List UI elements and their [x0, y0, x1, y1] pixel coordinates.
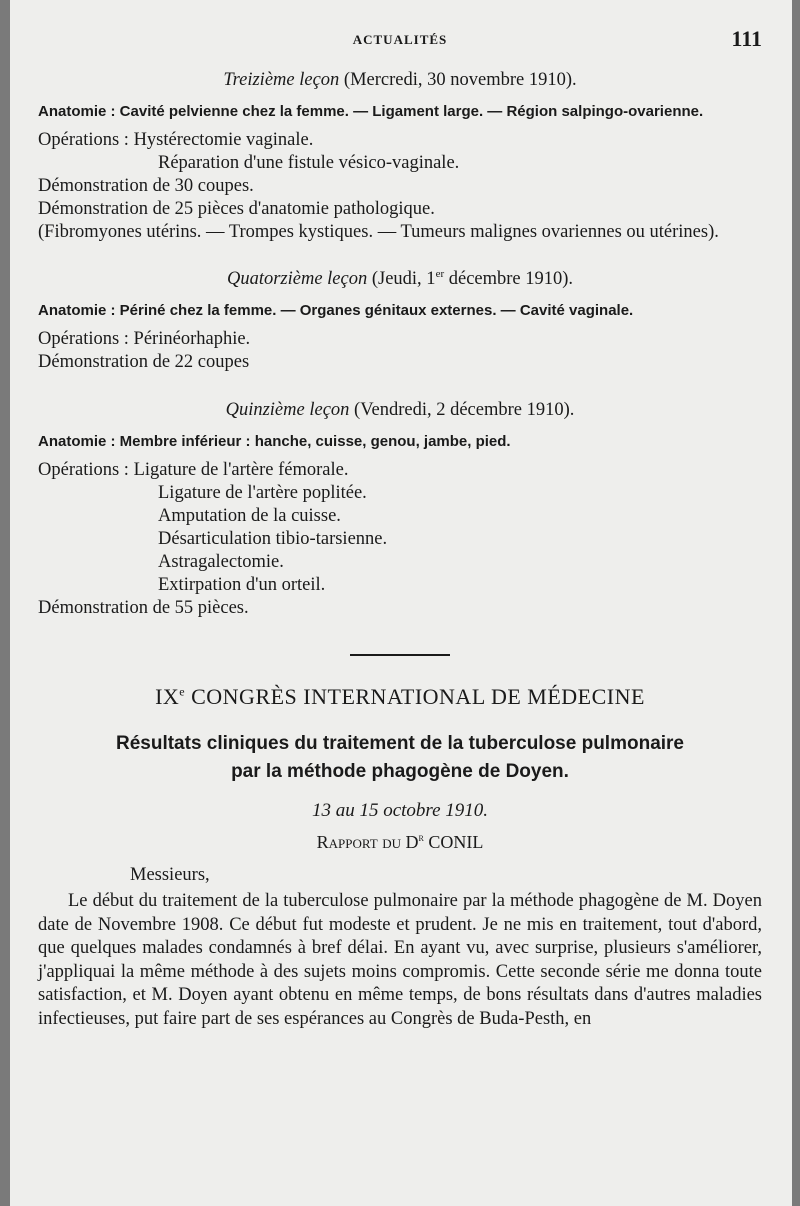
lecon-13-title — [38, 70, 762, 91]
lecon-15-operation-item: Ligature de l'artère poplitée. — [158, 483, 367, 504]
congres-dates: 13 au 15 octobre 1910. — [311, 800, 489, 822]
lecon-13-title-date: (Mercredi, 30 novembre 1910). — [339, 70, 577, 90]
lecon-15-operation-item: Extirpation d'un orteil. — [158, 575, 326, 596]
congres-numeral-sup: e — [179, 684, 186, 699]
rapport-author: CONIL — [423, 832, 484, 853]
lecon-14-title-italic: Quatorzième leçon — [226, 269, 368, 290]
lecon-14-title-sup: er — [435, 268, 445, 280]
lecon-14-title-date-post: décembre 1910). — [444, 269, 574, 290]
lecon-13-operation-item: Réparation d'une fistule vésico-vaginale. — [158, 153, 460, 173]
page-header — [38, 26, 762, 56]
lecon-15-operation-item: Désarticulation tibio-tarsienne. — [158, 529, 388, 550]
lecon-14-title-date-pre: (Jeudi, 1 — [367, 269, 436, 290]
congres-numeral: IX — [155, 684, 180, 710]
lecon-14-anatomie: Anatomie : Périné chez la femme. — Organes génitaux externes. — Cavité vaginale. — [38, 302, 634, 320]
article-title — [38, 730, 762, 786]
lecon-13-operation-item: Hystérectomie vaginale. — [133, 130, 314, 150]
lecon-15-anatomie: Anatomie : Membre inférieur : hanche, cuisse, genou, jambe, pied. — [38, 433, 511, 451]
running-head: ACTUALITÉS — [352, 32, 448, 47]
rapport-prefix: Rapport du D — [316, 832, 419, 853]
lecon-13-fibromyones: (Fibromyones utérins. — Trompes kystiques. — Tumeurs malignes ovariennes ou utérines). — [38, 222, 719, 242]
document-page — [10, 0, 792, 1206]
article-title-line: Résultats cliniques du traitement de la tuberculose pulmonaire — [115, 733, 684, 755]
lecon-13-operations — [38, 129, 762, 175]
body-paragraph: Le début du traitement de la tuberculose pulmonaire par la méthode phagogène de M. Doyen date de Novembre 1908. Ce début fut modeste et prudent. Je ne mis en traitement, tout d'abord, que quelques malades condamnés à bref délai. En ayant vu, avec surprise, plusieurs s'améliorer, j'appliquai la même méthode à des sujets moins compromis. Cette seconde série me donna toute satisfaction, et M. Doyen ayant obtenu en même temps, de bons résultats dans d'autres maladies infectieuses, put faire part de ses espérances au Congrès de Buda-Pesth, en — [38, 891, 762, 1029]
lecon-15-operations — [38, 459, 762, 597]
lecon-13-demo-pieces: Démonstration de 25 pièces d'anatomie pathologique. — [38, 199, 435, 219]
page-number: 111 — [731, 26, 762, 51]
lecon-15-operations-label: Opérations : — [38, 460, 134, 481]
rapport-byline — [38, 832, 762, 853]
lecon-15-operation-item: Ligature de l'artère fémorale. — [133, 460, 349, 481]
lecon-13-demo-coupes: Démonstration de 30 coupes. — [38, 176, 254, 196]
lecon-15-demo: Démonstration de 55 pièces. — [38, 598, 249, 619]
lecon-15-title — [38, 400, 762, 421]
congres-title — [38, 684, 762, 710]
rapport-sup: r — [418, 832, 424, 845]
lecon-15-title-date: (Vendredi, 2 décembre 1910). — [349, 400, 575, 421]
section-divider — [350, 654, 450, 656]
lecon-13-anatomie: Anatomie : Cavité pelvienne chez la femme. — Ligament large. — Région salpingo-ovarienne. — [38, 103, 704, 120]
salutation: Messieurs, — [130, 865, 210, 886]
lecon-14-demo: Démonstration de 22 coupes — [38, 352, 250, 373]
congres-title-text: CONGRÈS INTERNATIONAL DE MÉDECINE — [185, 684, 645, 710]
lecon-13-operations-label: Opérations : — [38, 130, 134, 150]
lecon-13-title-italic: Treizième leçon — [223, 70, 340, 90]
lecon-15-title-italic: Quinzième leçon — [225, 400, 350, 421]
lecon-14-operations: Opérations : Périnéorhaphie. — [38, 329, 251, 350]
article-title-line: par la méthode phagogène de Doyen. — [231, 761, 569, 783]
lecon-15-operation-item: Astragalectomie. — [158, 552, 284, 573]
lecon-15-operation-item: Amputation de la cuisse. — [158, 506, 341, 527]
lecon-14-title — [38, 268, 762, 290]
